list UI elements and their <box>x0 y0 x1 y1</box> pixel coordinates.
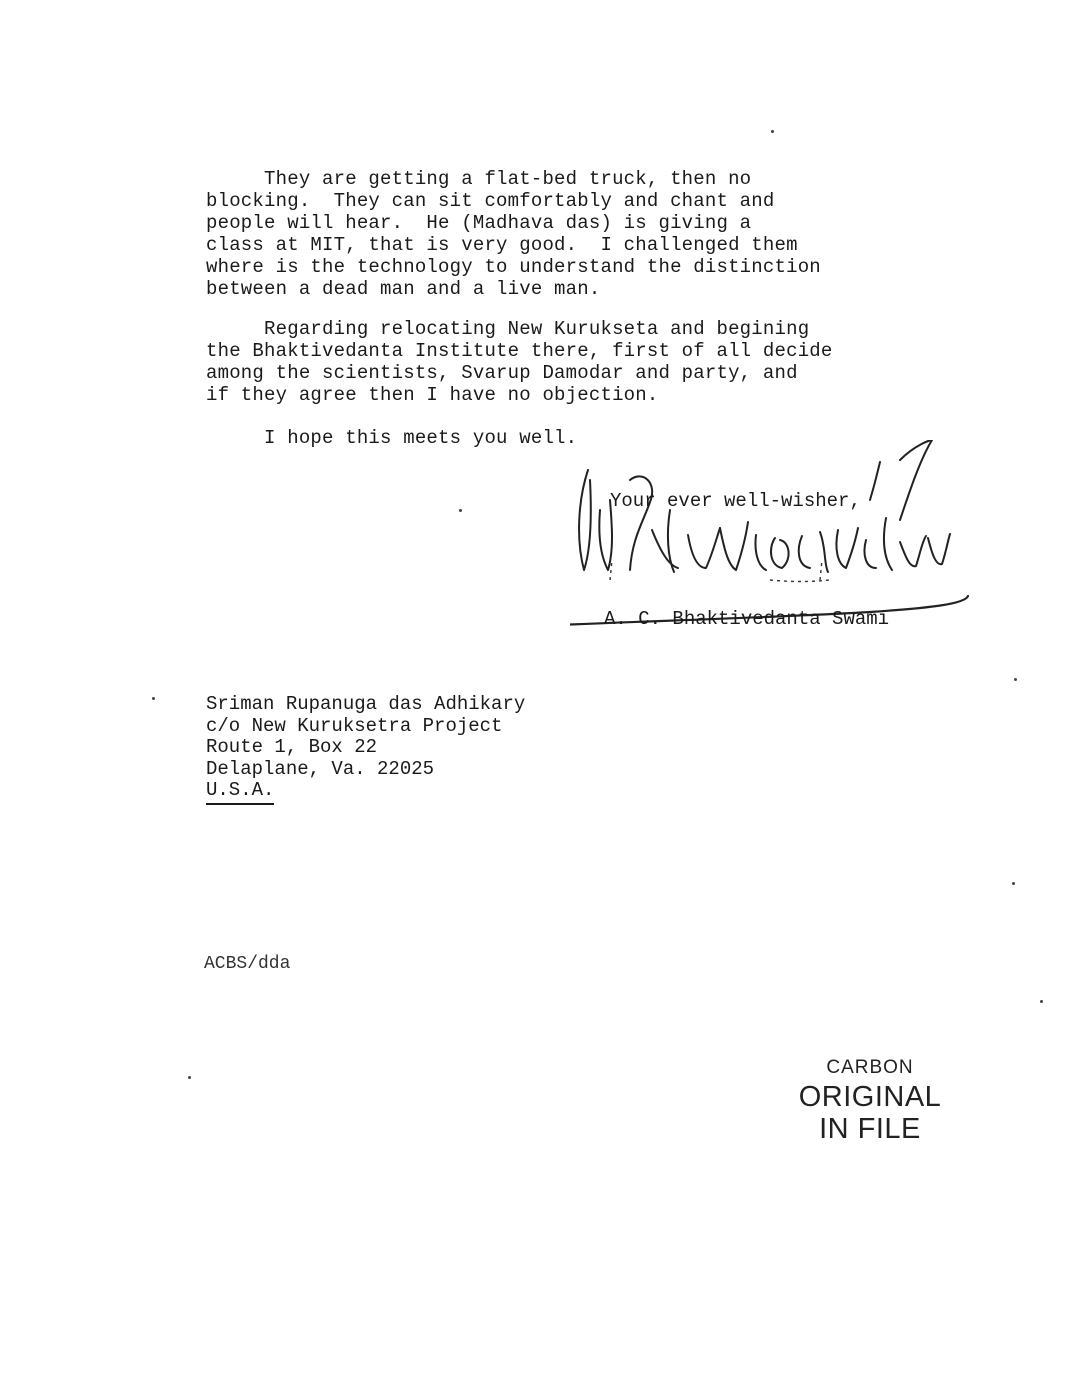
stamp-line-original: ORIGINAL <box>798 1081 942 1113</box>
scan-speck <box>152 697 155 700</box>
paragraph-3-line-1: I hope this meets you well. <box>206 427 578 449</box>
stamp-line-in-file: IN FILE <box>819 1113 921 1145</box>
scan-speck <box>1040 1000 1043 1003</box>
paragraph-1-line-2: blocking. They can sit comfortably and chant and <box>206 190 775 212</box>
paragraph-1-line-6: between a dead man and a live man. <box>206 278 601 300</box>
scan-speck <box>459 509 462 512</box>
reference-initials: ACBS/dda <box>204 954 291 974</box>
paragraph-1-line-5: where is the technology to understand the distinction <box>206 256 821 278</box>
paragraph-2 <box>206 318 833 406</box>
closing-salutation: Your ever well-wisher, <box>610 490 861 512</box>
address-line-1: Sriman Rupanuga das Adhikary <box>206 693 526 715</box>
scan-speck <box>771 130 774 133</box>
paragraph-1-line-4: class at MIT, that is very good. I challenged them <box>206 234 798 256</box>
recipient-address <box>206 694 525 805</box>
scan-speck <box>1014 678 1017 681</box>
paragraph-2-line-3: among the scientists, Svarup Damodar and party, and <box>206 362 798 384</box>
signatory-name: A. C. Bhaktivedanta Swami <box>604 608 890 630</box>
address-line-3: Route 1, Box 22 <box>206 736 378 758</box>
paragraph-1-line-3: people will hear. He (Madhava das) is giving a <box>206 212 752 234</box>
stamp-line-carbon: CARBON <box>826 1057 914 1078</box>
address-line-4: Delaplane, Va. 22025 <box>206 757 435 780</box>
paragraph-2-line-2: the Bhaktivedanta Institute there, first of all decide <box>206 340 833 362</box>
address-line-5: U.S.A. <box>206 780 274 805</box>
paragraph-2-line-4: if they agree then I have no objection. <box>206 384 659 406</box>
paragraph-3 <box>206 427 577 449</box>
paragraph-1 <box>206 168 821 300</box>
scan-speck <box>1012 882 1015 885</box>
paragraph-1-line-1: They are getting a flat-bed truck, then no <box>206 168 752 190</box>
paragraph-2-line-1: Regarding relocating New Kurukseta and begining <box>206 318 810 340</box>
address-line-2: c/o New Kuruksetra Project <box>206 714 503 737</box>
carbon-original-stamp <box>790 1055 950 1145</box>
scan-speck <box>188 1076 191 1079</box>
